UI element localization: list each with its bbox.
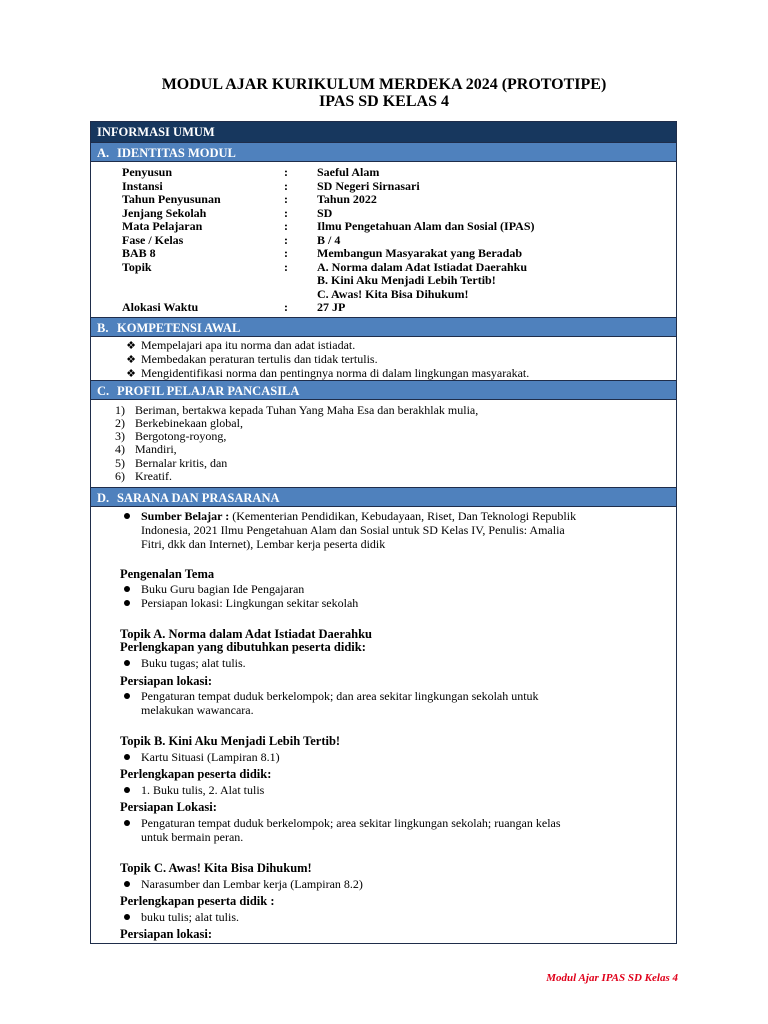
topik-c-perlengkapan-item <box>124 911 239 925</box>
identitas-row <box>122 301 642 315</box>
section-number: C. <box>97 384 110 398</box>
profil-text: Beriman, bertakwa kepada Tuhan Yang Maha Esa dan berakhlak mulia, <box>135 403 479 417</box>
profil-text: Mandiri, <box>135 442 177 456</box>
section-title: SARANA DAN PRASARANA <box>117 491 280 505</box>
sumber-belajar-item <box>124 510 576 524</box>
identitas-label: Mata Pelajaran <box>122 219 203 233</box>
kompetensi-awal-header <box>91 317 676 337</box>
pengenalan-text: Buku Guru bagian Ide Pengajaran <box>141 582 305 596</box>
item-text: Buku tugas; alat tulis. <box>141 656 246 670</box>
topik-c-persiapan-heading: Persiapan lokasi: <box>120 927 213 941</box>
item-text: Narasumber dan Lembar kerja (Lampiran 8.2) <box>141 877 363 891</box>
colon: : <box>284 232 288 247</box>
section-number: D. <box>97 491 110 505</box>
section-title: PROFIL PELAJAR PANCASILA <box>117 384 300 398</box>
profil-pancasila-header <box>91 380 676 400</box>
bullet-icon <box>124 600 130 606</box>
sumber-belajar-line: Indonesia, 2021 Ilmu Pengetahuan Alam dan Sosial untuk SD Kelas IV, Penulis: Amalia <box>141 523 565 537</box>
topik-c-value: C. Awas! Kita Bisa Dihukum! <box>317 286 469 301</box>
identitas-row <box>122 261 642 275</box>
colon: : <box>284 165 288 179</box>
pengenalan-item <box>124 583 304 597</box>
section-title: IDENTITAS MODUL <box>117 146 236 160</box>
pengenalan-tema-heading: Pengenalan Tema <box>120 567 215 581</box>
bullet-icon <box>124 787 130 793</box>
topik-a-persiapan-item <box>124 690 539 704</box>
profil-item <box>115 470 172 484</box>
identitas-label: Penyusun <box>122 165 173 179</box>
diamond-bullet-icon: ❖ <box>126 340 136 352</box>
identitas-row <box>122 180 642 194</box>
bullet-icon <box>124 586 130 592</box>
colon: : <box>284 300 288 314</box>
document-subtitle: IPAS SD KELAS 4 <box>319 93 449 110</box>
identitas-label: Jenjang Sekolah <box>122 205 207 220</box>
topik-c-perlengkapan-heading: Perlengkapan peserta didik : <box>120 894 275 908</box>
identitas-modul-header <box>91 142 676 162</box>
identitas-row <box>122 234 642 248</box>
identitas-value: SD Negeri Sirnasari <box>317 178 420 193</box>
topik-a-persiapan-line: melakukan wawancara. <box>141 703 254 717</box>
identitas-label: Instansi <box>122 178 163 193</box>
topik-c-item <box>124 878 363 892</box>
colon: : <box>284 205 288 220</box>
section-number: B. <box>97 321 109 335</box>
bullet-icon <box>124 660 130 666</box>
profil-text: Berkebinekaan global, <box>135 416 243 430</box>
sarana-prasarana-header <box>91 487 676 507</box>
topik-b-value: B. Kini Aku Menjadi Lebih Tertib! <box>317 273 496 287</box>
bullet-icon <box>124 820 130 826</box>
bullet-icon <box>124 881 130 887</box>
identitas-row <box>122 220 642 234</box>
list-number: 4) <box>115 442 125 456</box>
identitas-label: Fase / Kelas <box>122 232 184 247</box>
section-title: KOMPETENSI AWAL <box>117 321 241 335</box>
identitas-value: Saeful Alam <box>317 165 380 179</box>
bullet-icon <box>124 754 130 760</box>
topik-b-persiapan-heading: Persiapan Lokasi: <box>120 800 217 814</box>
topik-c-heading: Topik C. Awas! Kita Bisa Dihukum! <box>120 861 312 875</box>
topik-b-persiapan-line: untuk bermain peran. <box>141 830 244 844</box>
profil-item <box>115 443 177 457</box>
topik-b-perlengkapan-item <box>124 784 264 798</box>
diamond-bullet-icon: ❖ <box>126 354 136 366</box>
identitas-value: Ilmu Pengetahuan Alam dan Sosial (IPAS) <box>317 219 535 233</box>
bullet-icon <box>124 513 130 519</box>
identitas-row <box>122 274 642 288</box>
topik-a-perlengkapan-item <box>124 657 246 671</box>
alokasi-label: Alokasi Waktu <box>122 300 199 314</box>
item-text: Pengaturan tempat duduk berkelompok; dan area sekitar lingkungan sekolah untuk <box>141 689 539 703</box>
bullet-icon <box>124 693 130 699</box>
colon: : <box>284 219 288 233</box>
identitas-row <box>122 247 642 261</box>
item-text: Pengaturan tempat duduk berkelompok; area sekitar lingkungan sekolah; ruangan kelas <box>141 816 561 830</box>
identitas-value: Membangun Masyarakat yang Beradab <box>317 246 523 260</box>
list-number: 3) <box>115 429 125 443</box>
page-footer: Modul Ajar IPAS SD Kelas 4 <box>546 972 678 984</box>
pengenalan-text: Persiapan lokasi: Lingkungan sekitar sekolah <box>141 596 359 610</box>
item-text: 1. Buku tulis, 2. Alat tulis <box>141 783 265 797</box>
identitas-label: Topik <box>122 259 152 274</box>
identitas-value: Tahun 2022 <box>317 192 377 206</box>
profil-text: Kreatif. <box>135 469 172 483</box>
list-number: 6) <box>115 469 125 483</box>
identitas-row <box>122 166 642 180</box>
module-table <box>90 121 677 944</box>
identitas-value: SD <box>317 205 333 220</box>
profil-text: Bergotong-royong, <box>135 429 227 443</box>
topik-a-persiapan-heading: Persiapan lokasi: <box>120 674 213 688</box>
kompetensi-text: Mengidentifikasi norma dan pentingnya norma di dalam lingkungan masyarakat. <box>141 366 530 380</box>
colon: : <box>284 259 288 274</box>
identitas-row <box>122 288 642 302</box>
sumber-belajar-line: Fitri, dkk dan Internet), Lembar kerja peserta didik <box>141 537 386 551</box>
topik-b-perlengkapan-heading: Perlengkapan peserta didik: <box>120 767 272 781</box>
identitas-row <box>122 193 642 207</box>
identitas-label: BAB 8 <box>122 246 156 260</box>
alokasi-value: 27 JP <box>317 300 346 314</box>
list-number: 1) <box>115 403 125 417</box>
informasi-umum-header: INFORMASI UMUM <box>91 122 676 142</box>
profil-text: Bernalar kritis, dan <box>135 456 228 470</box>
topik-a-heading: Topik A. Norma dalam Adat Istiadat Daerahku <box>120 627 373 641</box>
identitas-table <box>122 166 642 315</box>
item-text: buku tulis; alat tulis. <box>141 910 239 924</box>
topik-b-persiapan-item <box>124 817 561 831</box>
sumber-belajar-label: Sumber Belajar : <box>141 509 230 523</box>
identitas-label: Tahun Penyusunan <box>122 192 221 206</box>
colon: : <box>284 246 288 260</box>
sumber-belajar-text: (Kementerian Pendidikan, Kebudayaan, Riset, Dan Teknologi Republik <box>229 509 577 523</box>
list-number: 2) <box>115 416 125 430</box>
kompetensi-text: Mempelajari apa itu norma dan adat istiadat. <box>141 338 356 352</box>
diamond-bullet-icon: ❖ <box>126 368 136 380</box>
kompetensi-text: Membedakan peraturan tertulis dan tidak tertulis. <box>141 352 378 366</box>
item-text: Kartu Situasi (Lampiran 8.1) <box>141 750 280 764</box>
identitas-row <box>122 207 642 221</box>
document-title: MODUL AJAR KURIKULUM MERDEKA 2024 (PROTOTIPE) <box>161 76 607 93</box>
section-number: A. <box>97 146 110 160</box>
identitas-value: B / 4 <box>317 232 341 247</box>
pengenalan-item <box>124 597 358 611</box>
topik-a-perlengkapan-heading: Perlengkapan yang dibutuhkan peserta didik: <box>120 640 366 654</box>
colon: : <box>284 192 288 206</box>
colon: : <box>284 178 288 193</box>
list-number: 5) <box>115 456 125 470</box>
bullet-icon <box>124 914 130 920</box>
identitas-value: A. Norma dalam Adat Istiadat Daerahku <box>317 259 528 274</box>
topik-b-item <box>124 751 280 765</box>
topik-b-heading: Topik B. Kini Aku Menjadi Lebih Tertib! <box>120 734 341 748</box>
